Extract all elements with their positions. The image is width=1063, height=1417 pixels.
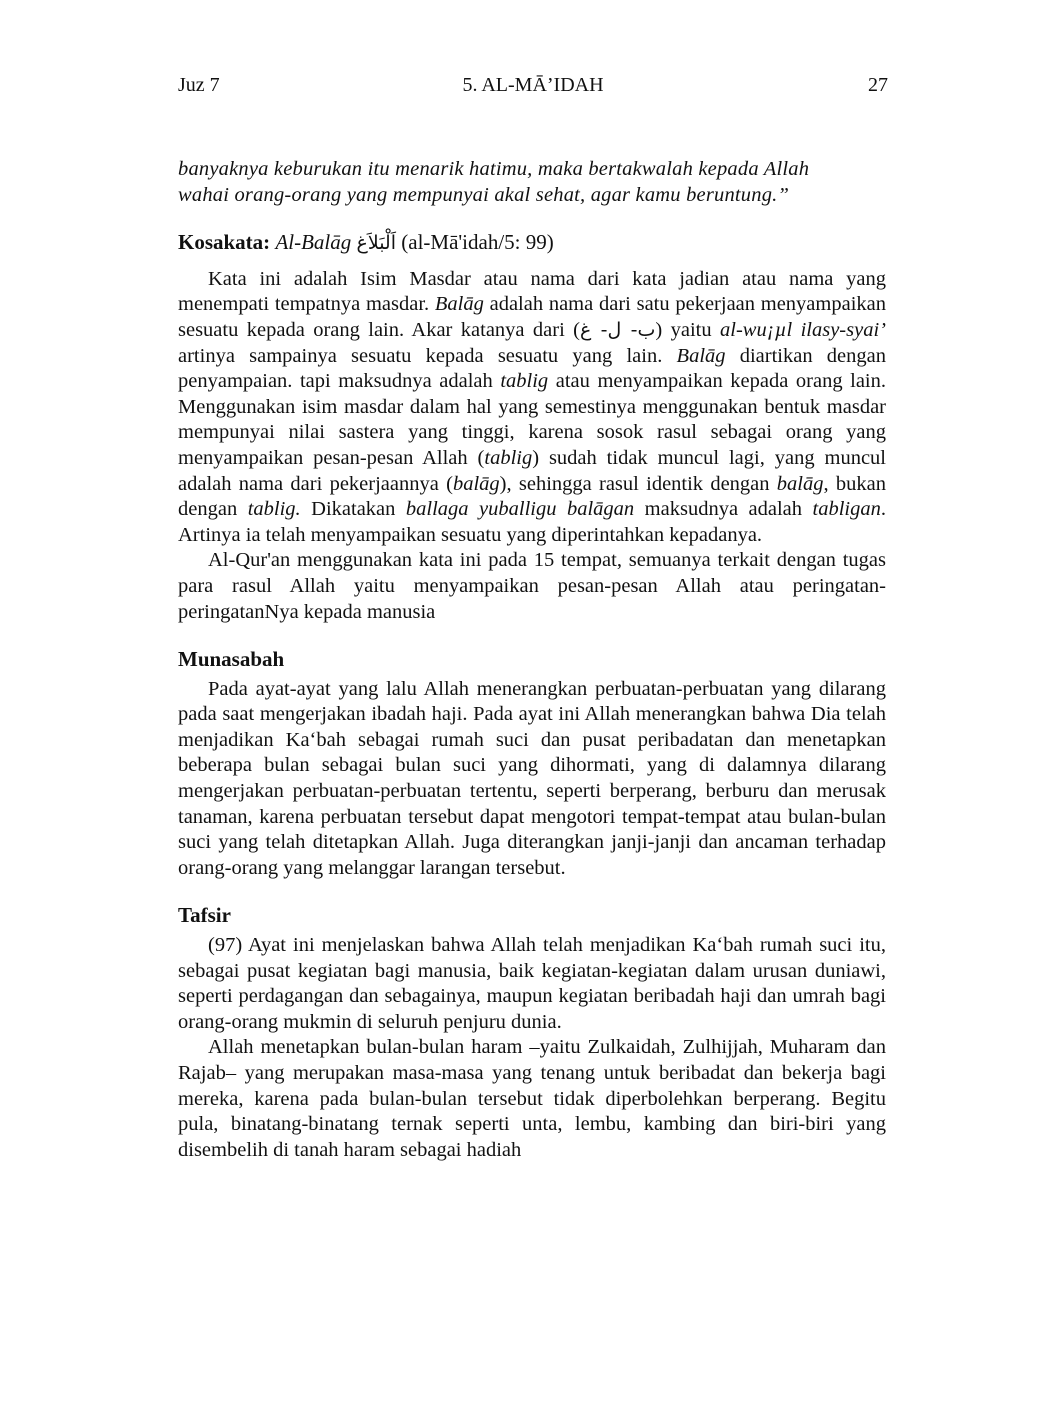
tafsir-paragraph-2: Allah menetapkan bulan-bulan haram –yaitu Zulkaidah, Zulhijjah, Muharam dan Rajab– yang merupakan masa-masa yang tenang untuk beribadat dan bekerja bagi mereka, karena pada bulan-bulan tersebut tidak diperbolehkan berperang. Begitu pula, binatang-binatang ternak seperti unta, lembu, kambing dan biri-biri yang disembelih di tanah haram sebagai hadiah: [178, 1036, 886, 1161]
text-run: ), sehingga rasul identik dengan: [499, 472, 777, 495]
italic-term: balāg: [776, 472, 824, 495]
page-body: [178, 157, 886, 1163]
kosakata-paragraph-2: Al-Qur'an menggunakan kata ini pada 15 tempat, semuanya terkait dengan tugas para rasul Allah yaitu menyampaikan pesan-pesan Allah atau peringatan-peringatanNya kepada manusia: [178, 549, 886, 623]
text-run: Dikatakan: [300, 498, 406, 521]
text-run: diartikan dengan penyampaian. tapi maksudnya adalah: [178, 344, 887, 393]
text-run: maksudnya adalah: [634, 498, 813, 521]
munasabah-paragraph: Pada ayat-ayat yang lalu Allah menerangkan perbuatan-perbuatan yang dilarang pada saat mengerjakan ibadah haji. Pada ayat ini Allah menerangkan bahwa Dia telah menjadikan Ka‘bah sebagai rumah suci dan pusat peribadatan dan menetapkan beberapa bulan sebagai bulan suci yang dihormati, yang di dalamnya dilarang mengerjakan perbuatan-perbuatan tertentu, seperti berperang, berburu dan merusak tanaman, karena perbuatan tersebut dapat mengotori tempat-tempat atau bulan-bulan suci yang telah ditetapkan Allah. Juga diterangkan janji-janji dan ancaman terhadap orang-orang yang melanggar larangan tersebut.: [178, 677, 886, 879]
text-run: ) sudah tidak muncul lagi, yang muncul adalah nama dari pekerjaannya (: [178, 446, 886, 495]
kosakata-arabic: اَلْبَلاَغ: [356, 232, 396, 255]
kosakata-label: Kosakata:: [178, 230, 271, 255]
text-run: artinya sampainya sesuatu kepada sesuatu yang lain.: [178, 344, 677, 367]
surah-title: 5. AL-MĀ’IDAH: [462, 74, 604, 96]
tafsir-paragraph-1: (97) Ayat ini menjelaskan bahwa Allah telah menjadikan Ka‘bah rumah suci itu, sebagai pusat kegiatan bagi manusia, baik kegiatan-kegiatan dalam urusan duniawi, seperti perdagangan dan sebagainya, maupun kegiatan beribadah haji dan umrah bagi orang-orang mukmin di seluruh penjuru dunia.: [178, 934, 886, 1033]
kosakata-reference: (al-Mā'idah/5: 99): [401, 230, 554, 255]
page-number: 27: [868, 74, 888, 96]
italic-term: tablig: [484, 446, 533, 469]
italic-term: Balāg: [676, 344, 726, 367]
italic-term: balāg: [452, 472, 500, 495]
quote-line-2: wahai orang-orang yang mempunyai akal sehat, agar kamu beruntung.”: [178, 183, 790, 206]
italic-term: al-wu¡µl ilasy-syai’: [720, 318, 886, 341]
quote-line-1: banyaknya keburukan itu menarik hatimu, maka bertakwalah kepada Allah: [178, 158, 810, 180]
arabic-root: ب- ل- غ: [580, 318, 656, 341]
italic-term: ballaga yuballigu balāgan: [405, 498, 635, 521]
italic-term: tablig.: [247, 498, 301, 521]
text-run: Kata ini adalah Isim Masdar atau nama dari kata jadian atau nama yang menempati tempatnya masdar.: [178, 267, 886, 316]
text-run: adalah nama dari satu pekerjaan menyampaikan sesuatu kepada orang lain. Akar katanya dari (: [178, 293, 886, 341]
kosakata-term: Al-Balāg: [275, 230, 352, 255]
text-run: atau menyampaikan kepada orang lain. Menggunakan isim masdar dalam hal yang semestinya menggunakan bentuk masdar mempunyai nilai sastera yang tinggi, karena sosok rasul sebagai orang yang menyampaikan pesan-pesan Allah (: [178, 370, 887, 469]
text-run: . Artinya ia telah menyampaikan sesuatu yang diperintahkan kepadanya.: [178, 498, 886, 546]
kosakata-paragraph-1: [178, 267, 886, 549]
text-run: , bukan dengan: [178, 472, 886, 521]
italic-term: Balāg: [434, 293, 484, 316]
kosakata-heading: [178, 230, 886, 257]
verse-translation-end: [178, 157, 886, 208]
juz-label: Juz 7: [178, 74, 220, 96]
text-run: ) yaitu: [655, 318, 721, 341]
tafsir-heading: Tafsir: [178, 903, 231, 928]
munasabah-heading: Munasabah: [178, 647, 285, 672]
italic-term: tablig: [500, 370, 549, 393]
running-header: [178, 74, 888, 104]
italic-term: tabligan: [812, 498, 881, 521]
